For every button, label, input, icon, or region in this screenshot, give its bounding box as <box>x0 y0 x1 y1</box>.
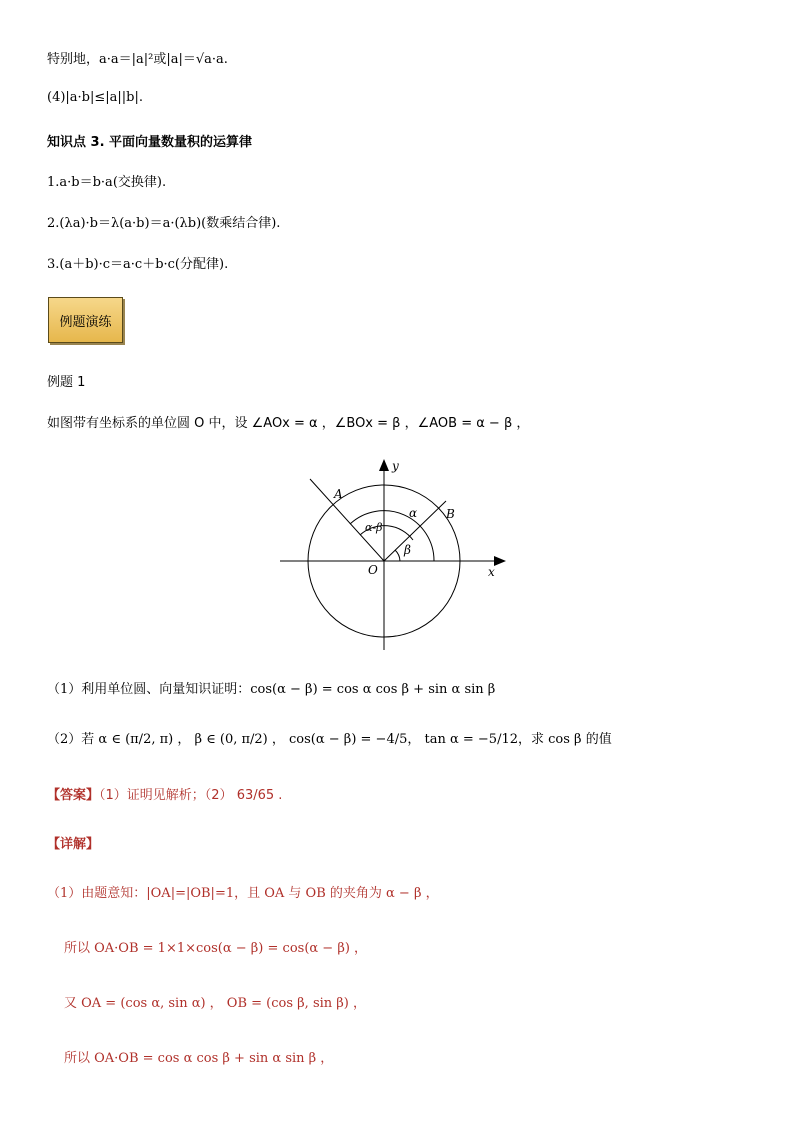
y-label: y <box>392 459 399 473</box>
x-label: x <box>488 565 495 579</box>
example-title: 例题 1 <box>47 375 86 390</box>
text-inequality: (4)|a·b|≤|a||b|. <box>47 90 143 105</box>
beta-label: β <box>404 543 411 557</box>
origin-label: O <box>368 563 378 577</box>
detail-step-4: 所以 OA·OB = cos α cos β + sin α sin β ， <box>64 1051 334 1066</box>
answer-label: 【答案】 <box>47 788 100 803</box>
point-a-label: A <box>334 487 343 501</box>
ray-oa <box>310 479 384 561</box>
question-1: （1）利用单位圆、向量知识证明：cos(α − β) = cos α cos β + sin α sin β <box>47 682 496 697</box>
answer-text: （1）证明见解析；（2） 63/65 . <box>99 788 283 803</box>
law-associative: 2.(λa)·b＝λ(a·b)＝a·(λb)(数乘结合律). <box>47 216 281 231</box>
example-badge: 例题演练 <box>48 297 123 343</box>
arc-beta <box>395 550 400 561</box>
alpha-minus-beta-label: α-β <box>365 521 383 534</box>
y-axis-arrow-icon <box>379 459 389 471</box>
detail-step-2: 所以 OA·OB = 1×1×cos(α − β) = cos(α − β) ， <box>64 941 368 956</box>
detail-label: 【详解】 <box>47 837 100 852</box>
section-heading: 知识点 3. 平面向量数量积的运算律 <box>47 135 253 150</box>
detail-step-3: 又 OA = (cos α, sin α) ， OB = (cos β, sin β) ， <box>64 996 366 1011</box>
unit-circle-figure <box>280 455 520 655</box>
alpha-label: α <box>409 506 418 520</box>
law-commutative: 1.a·b＝b·a(交换律). <box>47 175 167 190</box>
x-axis-arrow-icon <box>494 556 506 566</box>
example-statement: 如图带有坐标系的单位圆 O 中，设 ∠AOx = α ，∠BOx = β ，∠AOB = α − β ， <box>47 416 530 431</box>
text-special-case: 特别地，a·a＝|a|²或|a|＝√a·a. <box>47 52 228 67</box>
answer-line <box>47 784 282 803</box>
question-2: （2）若 α ∈ (π/2, π) ， β ∈ (0, π/2) ， cos(α − β) = −4/5， tan α = −5/12，求 cos β 的值 <box>47 732 612 747</box>
law-distributive: 3.(a＋b)·c＝a·c＋b·c(分配律). <box>47 257 229 272</box>
point-b-label: B <box>446 507 455 521</box>
detail-step-1: （1）由题意知：|OA|=|OB|=1，且 OA 与 OB 的夹角为 α − β ， <box>47 886 439 901</box>
